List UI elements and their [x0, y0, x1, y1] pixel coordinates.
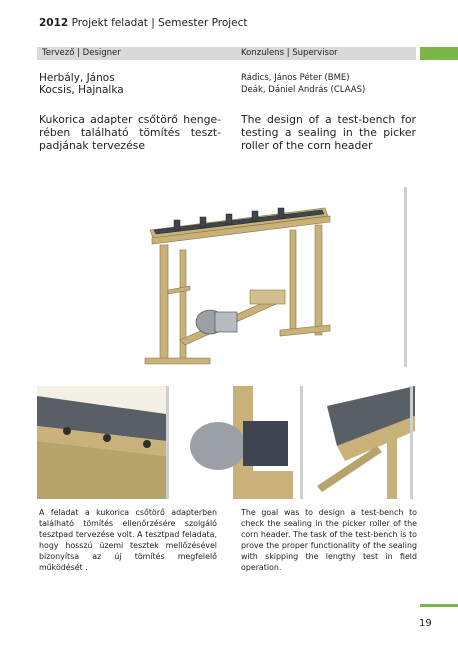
- thumbnail-motor-detail: [173, 386, 300, 499]
- thumbnail-divider: [410, 386, 413, 499]
- accent-tab: [420, 47, 458, 60]
- thumbnail-divider: [300, 386, 303, 499]
- divider-line: [404, 187, 407, 367]
- thumbnail-divider: [166, 386, 169, 499]
- body-hungarian: A feladat a kukorica csőtörő adapterben található tömítés ellenőrzésére szolgáló tesztpad tervezése volt. A tesztpad feladata, hogy hosszú üzemi tesztek mellőzésével bizonyítsa az új tömítés megfelelő működését .: [39, 508, 217, 572]
- title-hungarian: Kukorica adapter csőtörő henge-rében található tömítés teszt-padjának tervezése: [39, 113, 221, 152]
- footer-accent: [420, 604, 458, 607]
- header-title: Projekt feladat | Semester Project: [71, 17, 248, 29]
- designer-label: Tervező | Designer: [42, 48, 121, 58]
- header-year: 2012: [39, 17, 69, 29]
- designer-list: [39, 72, 124, 96]
- designer-name: Herbály, János: [39, 72, 115, 84]
- supervisor-list: [241, 72, 365, 96]
- designer-name: Kocsis, Hajnalka: [39, 84, 124, 96]
- body-english: The goal was to design a test-bench to check the sealing in the picker roller of the corn header. The task of the test-bench is to prove the proper functionality of the sealing with skipping the lengthy test in field operation.: [241, 508, 417, 572]
- supervisor-name: Deák, Dániel András (CLAAS): [241, 85, 366, 95]
- thumbnail-roller-detail: [37, 386, 166, 499]
- supervisor-label: Konzulens | Supervisor: [241, 48, 338, 58]
- test-bench-image: [130, 190, 355, 370]
- page-header: [39, 17, 248, 29]
- page-number: 19: [419, 618, 432, 629]
- title-english: The design of a test-bench for testing a sealing in the picker roller of the corn header: [241, 113, 416, 152]
- thumbnail-frame-detail: [307, 386, 415, 499]
- supervisor-name: Rádics, János Péter (BME): [241, 73, 350, 83]
